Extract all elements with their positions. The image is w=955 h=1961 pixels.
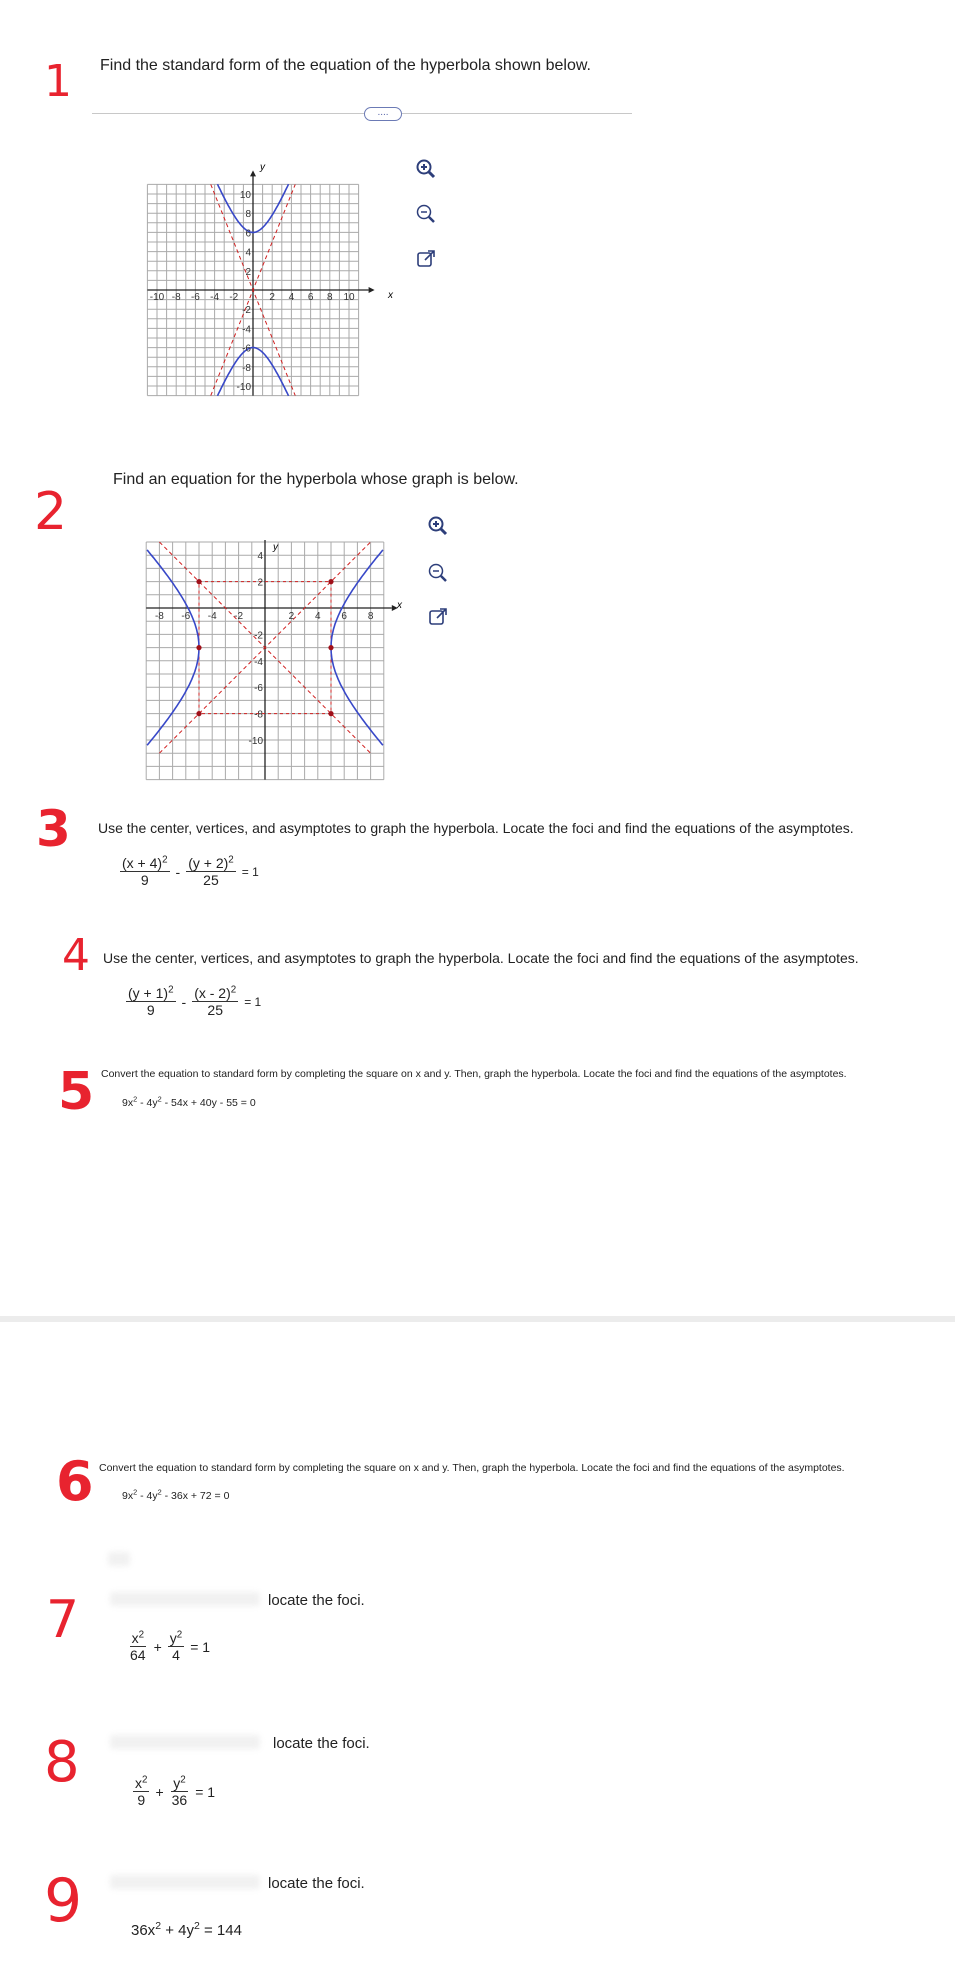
zoom-out-icon[interactable]: [415, 203, 437, 225]
problem-8-text: locate the foci.: [273, 1735, 370, 1752]
x-tick-label: 2: [269, 292, 275, 303]
y-tick-label: 2: [245, 266, 251, 278]
graph-1: [108, 160, 408, 450]
x-tick-label: -10: [149, 292, 165, 303]
y-tick-label: -6: [254, 683, 263, 695]
y-tick-label: 4: [257, 551, 263, 563]
x-tick-label: 6: [341, 611, 347, 622]
x-tick-label: 10: [343, 292, 355, 303]
point-marker: [196, 645, 201, 650]
point-marker: [328, 645, 333, 650]
y-tick-label: -8: [254, 709, 263, 721]
point-marker: [328, 711, 333, 716]
y-tick-label: -4: [254, 656, 263, 668]
problem-9-text: locate the foci.: [268, 1875, 365, 1892]
problem-9-equation: $36x^2 + 4y^2 = 144$: [131, 1920, 242, 1939]
problem-number-6: 6: [56, 1450, 94, 1513]
y-axis-label: y: [273, 542, 278, 553]
problem-number-9: 9: [44, 1866, 83, 1936]
divider: [92, 113, 632, 114]
problem-6-equation: $9x^2 - 4y^2 - 36x + 72 = 0$: [122, 1487, 230, 1502]
y-tick-label: 2: [257, 577, 263, 589]
problem-number-1: 1: [44, 56, 72, 107]
x-tick-label: 4: [315, 611, 321, 622]
x-axis-label: x: [397, 600, 402, 611]
x-tick-label: 8: [327, 292, 333, 303]
x-axis-arrow: [369, 287, 375, 293]
problem-number-2: 2: [34, 482, 68, 542]
y-tick-label: 6: [245, 228, 251, 240]
obscured-text: [110, 1735, 260, 1749]
y-tick-label: -10: [248, 736, 263, 747]
x-tick-label: -6: [181, 611, 191, 622]
problem-3-text: Use the center, vertices, and asymptotes to graph the hyperbola. Locate the foci and find the equations of the asymptotes.: [98, 820, 854, 836]
x-tick-label: -4: [210, 292, 220, 303]
external-link-icon[interactable]: [427, 606, 449, 628]
problem-2-text: Find an equation for the hyperbola whose graph is below.: [113, 471, 519, 488]
point-marker: [328, 579, 333, 584]
y-tick-label: -4: [242, 324, 251, 336]
y-tick-label: 8: [245, 209, 251, 221]
x-tick-label: 8: [367, 611, 374, 622]
x-tick-label: -6: [190, 292, 200, 303]
y-tick-label: -2: [254, 630, 263, 642]
y-tick-label: -2: [242, 305, 251, 317]
problem-3-equation: $\frac{(x + 4)^2}{9}$ - $\frac{(y + 2)^2}{25}$ = 1: [122, 854, 259, 888]
problem-1-text: Find the standard form of the equation of the hyperbola shown below.: [100, 57, 591, 74]
zoom-in-icon[interactable]: [415, 158, 437, 180]
x-tick-label: 2: [288, 611, 295, 622]
problem-7-text: locate the foci.: [268, 1592, 365, 1609]
y-axis-arrow: [250, 170, 256, 176]
x-tick-label: 6: [307, 292, 314, 303]
problem-5-equation: $9x^2 - 4y^2 - 54x + 40y - 55 = 0$: [122, 1094, 256, 1109]
problem-5-text: Convert the equation to standard form by completing the square on x and y. Then, graph the hyperbola. Locate the foci and find the equations of the asymptotes.: [101, 1068, 847, 1080]
problem-number-5: 5: [58, 1062, 95, 1122]
x-axis-label: x: [388, 290, 393, 301]
problem-4-text: Use the center, vertices, and asymptotes to graph the hyperbola. Locate the foci and find the equations of the asymptotes.: [103, 950, 859, 966]
graph-2: [133, 540, 403, 785]
y-tick-label: -10: [236, 382, 251, 393]
x-tick-label: -8: [171, 292, 181, 303]
more-button[interactable]: ....: [364, 107, 402, 121]
problem-4-equation: $\frac{(y + 1)^2}{9}$ - $\frac{(x - 2)^2}{25}$ = 1: [128, 984, 262, 1018]
problem-number-7: 7: [46, 1590, 80, 1650]
problem-7-equation: $\frac{x^2}{64}$ + $\frac{y^2}{4}$ = 1: [130, 1629, 211, 1663]
obscured-text: [110, 1592, 260, 1606]
obscured-text: [110, 1875, 260, 1889]
y-axis-label: y: [260, 162, 265, 173]
page-separator: [0, 1316, 955, 1322]
problem-number-8: 8: [44, 1730, 80, 1795]
x-tick-label: 4: [288, 292, 295, 303]
y-tick-label: -6: [242, 343, 251, 355]
x-tick-label: -2: [234, 611, 244, 622]
problem-6-text: Convert the equation to standard form by completing the square on x and y. Then, graph the hyperbola. Locate the foci and find the equations of the asymptotes.: [99, 1462, 845, 1474]
x-tick-label: -4: [207, 611, 217, 622]
point-marker: [196, 711, 201, 716]
problem-number-4: 4: [62, 930, 90, 981]
problem-number-3: 3: [36, 800, 71, 858]
y-tick-label: -8: [242, 362, 251, 374]
zoom-out-icon[interactable]: [427, 562, 449, 584]
obscured-text: [108, 1552, 130, 1566]
point-marker: [196, 579, 201, 584]
x-tick-label: -8: [154, 611, 164, 622]
y-tick-label: 4: [245, 247, 251, 259]
y-tick-label: 10: [239, 190, 251, 201]
problem-8-equation: $\frac{x^2}{9}$ + $\frac{y^2}{36}$ = 1: [135, 1774, 216, 1808]
zoom-in-icon[interactable]: [427, 515, 449, 537]
external-link-icon[interactable]: [415, 248, 437, 270]
x-tick-label: -2: [229, 292, 239, 303]
